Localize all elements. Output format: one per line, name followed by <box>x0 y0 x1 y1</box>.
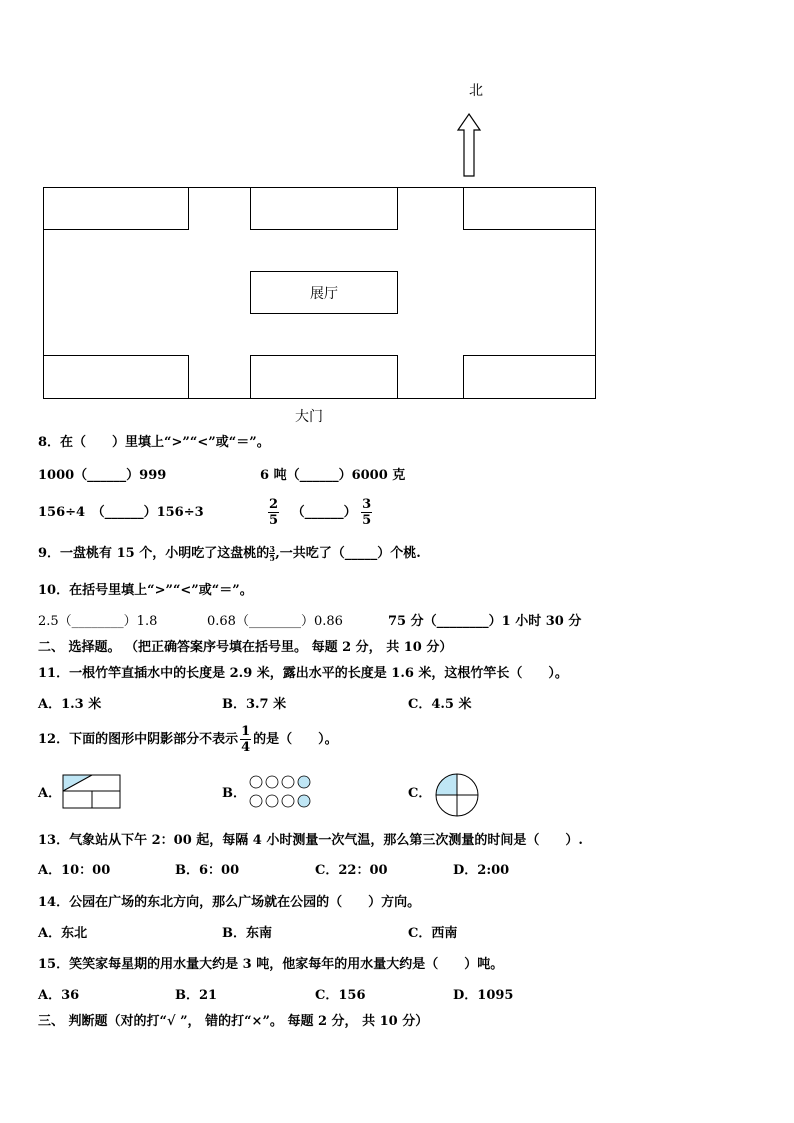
q8-item-1: 1000（______）999 <box>38 468 167 483</box>
q11-option-c: C．4.5 米 <box>408 697 472 712</box>
q9-stem: 9．一盘桃有 15 个，小明吃了这盘桃的 $\frac{3}{5}$ ,一共吃了（_____）个桃. <box>38 544 421 563</box>
q13-option-d: D．2:00 <box>453 863 510 878</box>
q14-option-b: B．东南 <box>222 926 272 941</box>
fraction-two-fifths: $\frac{2}{5}$ <box>269 497 279 528</box>
q14-stem: 14．公园在广场的东北方向，那么广场就在公园的（ ）方向。 <box>38 895 421 910</box>
q15-option-c: C．156 <box>315 988 366 1003</box>
q11-option-a: A．1.3 米 <box>38 697 102 712</box>
q12-option-a-label: A． <box>38 786 62 801</box>
q14-option-a: A．东北 <box>38 926 88 941</box>
section-3-heading: 三、 判断题（对的打“√ ”， 错的打“×”。 每题 2 分， 共 10 分） <box>38 1014 429 1029</box>
q8-item-4: $\frac{2}{5}$ （______） $\frac{3}{5}$ <box>269 497 372 528</box>
q12-option-c-figure <box>434 772 480 818</box>
q15-option-b: B．21 <box>175 988 218 1003</box>
q14-option-c: C．西南 <box>408 926 458 941</box>
map-building-bottom-right <box>463 355 596 399</box>
q11-option-b: B．3.7 米 <box>222 697 287 712</box>
q8-title: 8．在（ ）里填上“>”“<”或“＝”。 <box>38 435 270 450</box>
map-building-top-right <box>463 187 596 230</box>
q15-stem: 15．笑笑家每星期的用水量大约是 3 吨，他家每年的用水量大约是（ ）吨。 <box>38 957 504 972</box>
q13-stem: 13．气象站从下午 2：00 起，每隔 4 小时测量一次气温，那么第三次测量的时间是（ ）. <box>38 833 583 848</box>
q13-option-b: B．6：00 <box>175 863 240 878</box>
q8-item-2: 6 吨（______）6000 克 <box>260 468 406 483</box>
q15-option-d: D．1095 <box>453 988 514 1003</box>
q12-option-c-label: C． <box>408 786 432 801</box>
map-hall-label: 展厅 <box>310 285 338 302</box>
map-building-bottom-left <box>43 355 189 399</box>
map-gate-label: 大门 <box>295 409 323 425</box>
q15-option-a: A．36 <box>38 988 80 1003</box>
map-building-top-middle <box>250 187 398 230</box>
map-building-bottom-middle <box>250 355 398 399</box>
q10-item-a: 2.5（________）1.8 <box>38 614 158 629</box>
q12-option-a-figure <box>62 774 122 810</box>
section-2-heading: 二、 选择题。 （把正确答案序号填在括号里。 每题 2 分， 共 10 分） <box>38 640 453 655</box>
q10-item-b: 0.68（________）0.86 <box>207 614 343 629</box>
map-building-top-left <box>43 187 189 230</box>
fraction-one-quarter: $\frac{1}{4}$ <box>241 724 251 755</box>
map-hall-box <box>250 271 398 314</box>
q12-option-b-figure <box>247 774 315 810</box>
q8-item-3: 156÷4 （______）156÷3 <box>38 505 204 520</box>
q12-option-b-label: B． <box>222 786 246 801</box>
q10-item-c: 75 分（________）1 小时 30 分 <box>388 614 582 629</box>
q13-option-a: A．10：00 <box>38 863 111 878</box>
north-label: 北 <box>469 83 483 99</box>
fraction-three-fifths: $\frac{3}{5}$ <box>362 497 372 528</box>
q11-stem: 11．一根竹竿直插水中的长度是 2.9 米，露出水平的长度是 1.6 米，这根竹竿长（ ）。 <box>38 666 568 681</box>
north-arrow-icon <box>456 112 482 178</box>
fraction-three-fifths-small: $\frac{3}{5}$ <box>269 544 275 563</box>
q13-option-c: C．22：00 <box>315 863 388 878</box>
q12-stem: 12．下面的图形中阴影部分不表示 $\frac{1}{4}$ 的是（ ）。 <box>38 724 338 755</box>
q10-title: 10．在括号里填上“>”“<”或“＝”。 <box>38 583 253 598</box>
